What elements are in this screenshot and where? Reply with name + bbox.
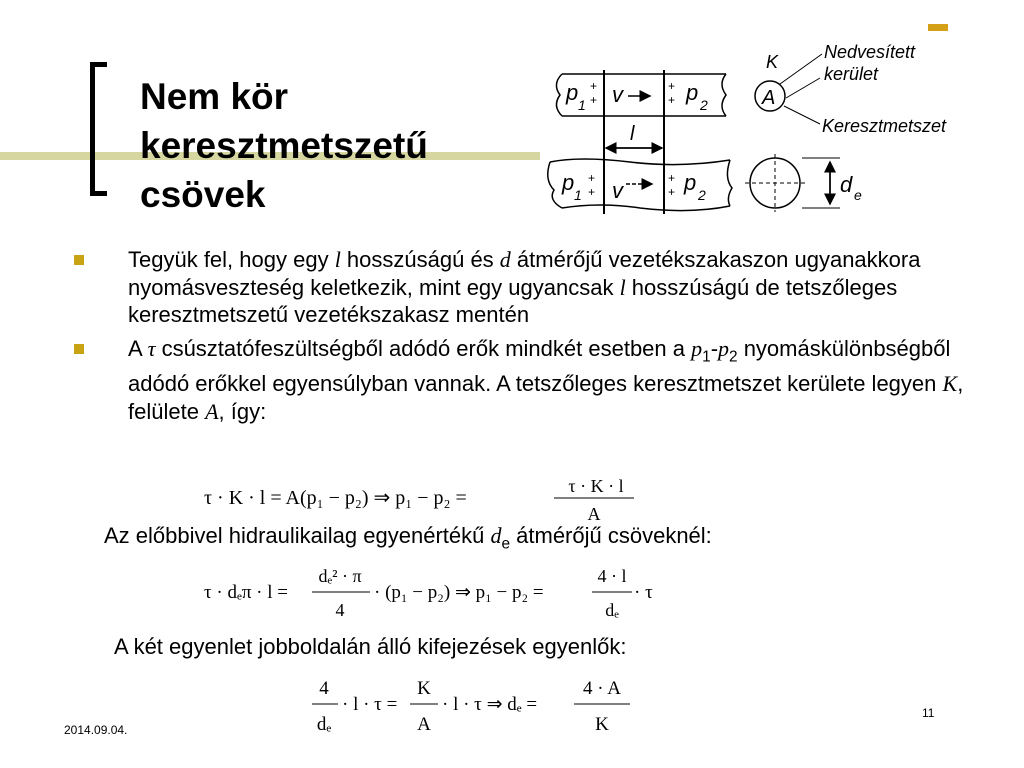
svg-text:+: + [590, 79, 598, 93]
svg-text:+: + [588, 185, 596, 199]
diagram-label-p1-sub: 1 [574, 187, 582, 203]
pipe-diagram [540, 40, 1020, 220]
equation-2 [204, 562, 664, 632]
diagram-label-p2: p [684, 170, 697, 195]
equation-2-fraction-2-num: 4 · l [597, 566, 627, 586]
equation-3 [312, 674, 642, 746]
wetted-perimeter-label: kerület [824, 64, 879, 84]
corner-accent-decoration [928, 24, 948, 31]
bullet-list [68, 246, 1008, 431]
equation-2-fraction-1-num: dₑ² · π [318, 566, 362, 586]
wetted-perimeter-label: Nedvesített [824, 42, 916, 62]
equation-3-middle-2: · l · τ ⇒ dₑ = [442, 694, 538, 715]
equation-2-lhs: τ · dₑπ · l = [204, 582, 288, 603]
diagram-label-p1: p [566, 80, 579, 105]
title-line: Nem kör [140, 76, 289, 117]
svg-text:+: + [588, 171, 596, 185]
diagram-label-p2-sub: 2 [700, 97, 708, 113]
diagram-label-A: A [762, 87, 776, 109]
slide-date: 2014.09.04. [64, 723, 128, 737]
equation-2-fraction-1-den: 4 [335, 600, 345, 620]
diagram-label-v: v [612, 82, 623, 107]
title-line: csövek [140, 174, 266, 215]
svg-text:+: + [668, 79, 676, 93]
bullet-marker [74, 344, 84, 354]
svg-text:+: + [590, 93, 598, 107]
note-equal-sides: A két egyenlet jobboldalán álló kifejezések egyenlők: [114, 634, 627, 659]
equation-2-middle: · (p₁ − p₂) ⇒ p₁ − p₂ = [374, 582, 544, 603]
diagram-label-p1: p [562, 170, 575, 195]
equation-2-fraction-2-den: dₑ [605, 600, 619, 620]
cross-section-label: Keresztmetszet [822, 116, 947, 136]
equation-3-fraction-1-num: 4 [319, 678, 329, 699]
equation-1-denominator: A [587, 504, 601, 524]
title-line: keresztmetszetű [140, 125, 428, 166]
equation-3-fraction-1-den: dₑ [316, 714, 332, 735]
title-bracket-decoration [90, 62, 107, 196]
svg-text:+: + [668, 171, 676, 185]
equation-3-fraction-2-den: A [417, 714, 431, 735]
diagram-label-l: l [630, 123, 635, 145]
equation-1-lhs: τ · K · l = A(p₁ − p₂) ⇒ p₁ − p₂ = [204, 487, 467, 509]
equation-3-fraction-3-den: K [595, 714, 609, 735]
diagram-label-p1-sub: 1 [578, 97, 586, 113]
slide-number: 11 [922, 706, 935, 720]
bullet-item [68, 246, 1008, 329]
equation-3-fraction-2-num: K [417, 678, 431, 699]
diagram-label-p2-sub: 2 [698, 187, 706, 203]
diagram-label-p2: p [686, 80, 699, 105]
bullet-marker [74, 255, 84, 265]
diagram-label-de: d [840, 172, 853, 197]
svg-text:+: + [668, 93, 676, 107]
note-equivalent-pipe: Az előbbivel hidraulikailag egyenértékű $d_e$ átmérőjű csöveknél: [104, 523, 712, 553]
equation-3-fraction-3-num: 4 · A [583, 678, 621, 699]
bullet-item [68, 335, 1008, 426]
equation-2-tail: · τ [634, 582, 653, 603]
equation-1-numerator: τ · K · l [568, 476, 624, 496]
bullet-text: Tegyük fel, hogy egy l hosszúságú és d átmérőjű vezetékszakaszon ugyanakkora nyomásveszteség keletkezik, mint egy ugyancsak l hosszúságú de tetszőleges keresztmetszetű vezetékszakasz mentén [128, 247, 921, 327]
svg-text:+: + [668, 185, 676, 199]
diagram-label-v: v [612, 178, 623, 203]
bullet-text: A τ csúsztatófeszültségből adódó erők mindkét esetben a $p_1-p_2$ nyomáskülönbségből adódó erőkkel egyensúlyban vannak. A tetszőleges keresztmetszet kerülete legyen K, felülete A, így: [128, 335, 964, 424]
diagram-label-de-sub: e [854, 187, 862, 203]
equation-3-middle-1: · l · τ = [342, 694, 398, 715]
equation-1 [204, 474, 634, 530]
diagram-label-K: K [766, 52, 779, 72]
slide-title [140, 72, 540, 219]
